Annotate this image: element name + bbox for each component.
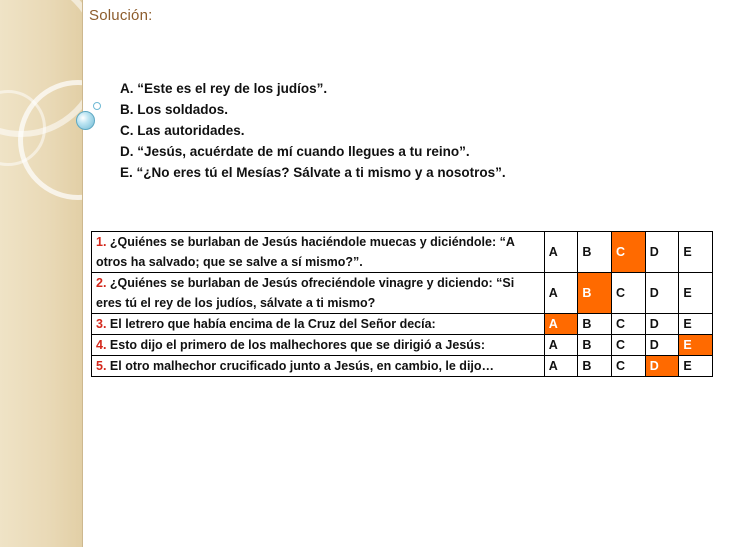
answer-option-c: C. Las autoridades. [120,123,245,138]
answer-option-a: A. “Este es el rey de los judíos”. [120,81,328,96]
answer-option-d: D. “Jesús, acuérdate de mí cuando llegues a tu reino”. [120,144,470,159]
question-row [92,314,713,335]
question-text: Esto dijo el primero de los malhechores que se dirigió a Jesús: [109,338,486,352]
option-cell-d[interactable]: D [645,232,679,273]
option-cell-b[interactable]: B [578,314,612,335]
option-cell-d[interactable]: D [645,335,679,356]
option-cell-b[interactable]: B [578,232,612,273]
question-cell [92,314,545,335]
option-cell-e[interactable]: E [679,335,713,356]
question-text: ¿Quiénes se burlaban de Jesús ofreciéndole vinagre y diciendo: “Si eres tú el rey de los judíos, sálvate a ti mismo? [96,276,515,310]
question-row [92,232,713,273]
answer-option-e: E. “¿No eres tú el Mesías? Sálvate a ti mismo y a nosotros”. [120,165,506,180]
decorative-bubble-small [93,102,101,110]
option-cell-e[interactable]: E [679,314,713,335]
slide-title: Solución: [89,7,153,24]
option-cell-a[interactable]: A [544,335,578,356]
answer-option-b: B. Los soldados. [120,102,229,117]
option-cell-c[interactable]: C [612,335,646,356]
question-row [92,335,713,356]
question-cell [92,273,545,314]
question-number: 1. [96,235,110,249]
question-number: 5. [96,359,110,373]
question-number: 3. [96,317,110,331]
band-divider [82,0,83,547]
option-cell-b[interactable]: B [578,273,612,314]
option-cell-b[interactable]: B [578,335,612,356]
option-cell-d[interactable]: D [645,273,679,314]
answer-key-list [120,78,506,183]
option-cell-c[interactable]: C [612,314,646,335]
quiz-table [91,231,713,377]
question-row [92,356,713,377]
question-text: El letrero que había encima de la Cruz del Señor decía: [109,317,436,331]
question-cell [92,335,545,356]
question-cell [92,232,545,273]
question-number: 4. [96,338,110,352]
option-cell-c[interactable]: C [612,356,646,377]
option-cell-a[interactable]: A [544,356,578,377]
option-cell-a[interactable]: A [544,232,578,273]
question-cell [92,356,545,377]
question-number: 2. [96,276,110,290]
option-cell-e[interactable]: E [679,232,713,273]
option-cell-e[interactable]: E [679,356,713,377]
option-cell-a[interactable]: A [544,273,578,314]
decorative-side-band [0,0,82,547]
question-text: El otro malhechor crucificado junto a Jesús, en cambio, le dijo… [109,359,495,373]
decorative-bubble [76,111,95,130]
option-cell-c[interactable]: C [612,232,646,273]
option-cell-c[interactable]: C [612,273,646,314]
option-cell-d[interactable]: D [645,356,679,377]
option-cell-a[interactable]: A [544,314,578,335]
option-cell-d[interactable]: D [645,314,679,335]
question-text: ¿Quiénes se burlaban de Jesús haciéndole muecas y diciéndole: “A otros ha salvado; que se salve a sí mismo?”. [96,235,515,269]
option-cell-e[interactable]: E [679,273,713,314]
question-row [92,273,713,314]
option-cell-b[interactable]: B [578,356,612,377]
